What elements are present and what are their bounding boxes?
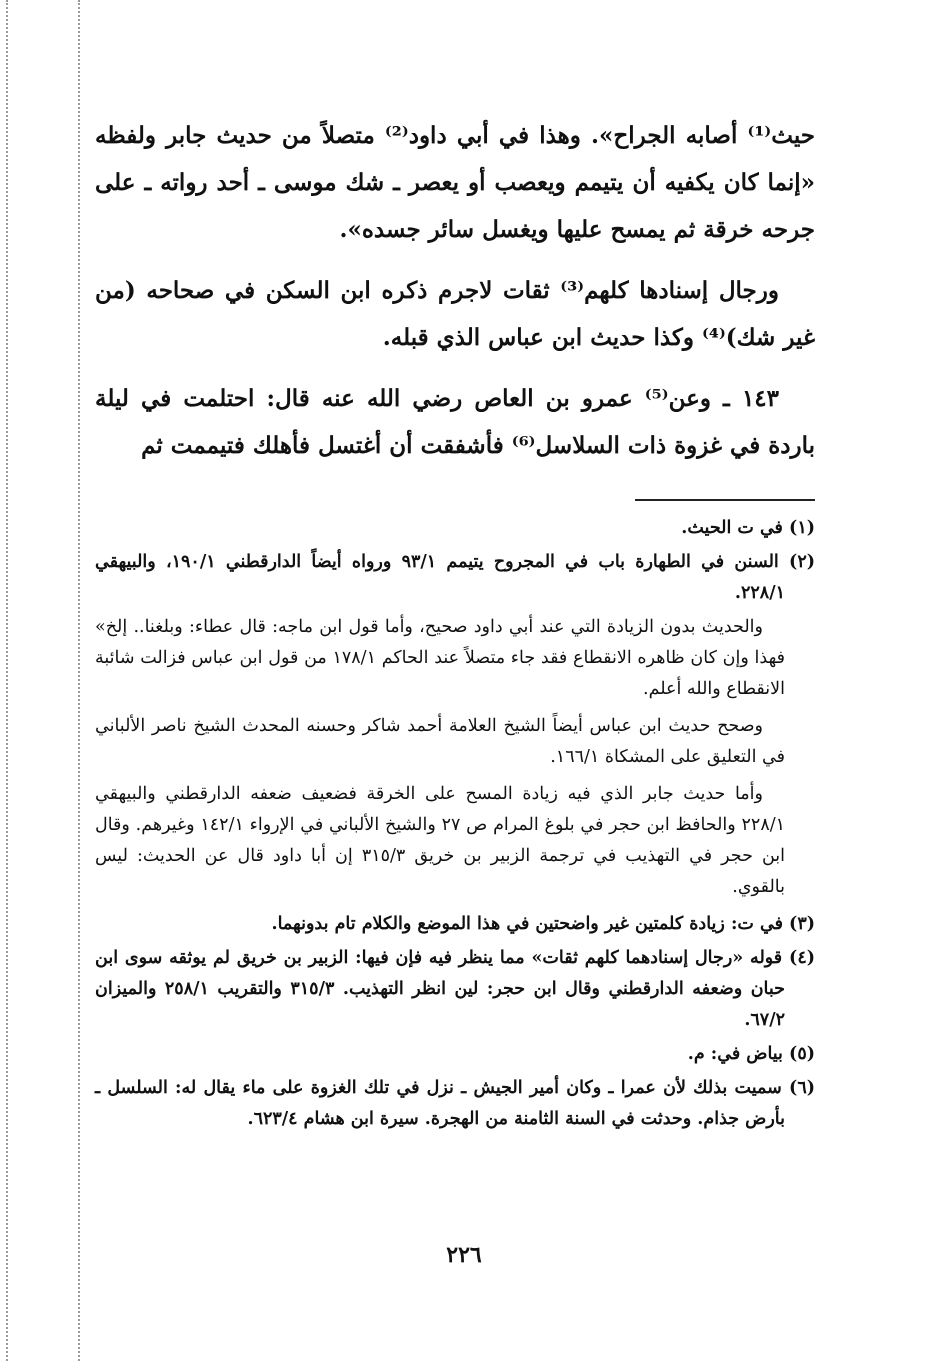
footnote-2-paragraph: وأما حديث جابر الذي فيه زيادة المسح على الخرقة فضعيف ضعفه الدارقطني والبيهقي ٢٢٨/١ والحافظ ابن حجر في بلوغ المرام ص ٢٧ والشيخ الألباني في الإرواء ١٤٢/١ وغيرهم. وقال ابن حجر في التهذيب في ترجمة الزبير بن خريق ٣١٥/٣ إن أبا داود قال عن الحديث: ليس بالقوي. — [95, 784, 786, 897]
footnote-separator — [635, 499, 815, 501]
footnote-2-paragraph: والحديث بدون الزيادة التي عند أبي داود صحيح، وأما قول ابن ماجه: قال عطاء: وبلغنا.. إلخ» فهذا وإن كان ظاهره الانقطاع فقد جاء متصلاً عند الحاكم ١٧٨/١ من قول ابن عباس فزالت شائبة الانقطاع والله أعلم. — [95, 617, 786, 699]
footnote-5: (٥) بياض في: م. — [687, 1044, 815, 1064]
footnote-4: (٤) قوله «رجال إسنادهما كلهم ثقات» مما ينظر فيه فإن فيها: الزبير بن خريق لم يوثقه سوى ابن حبان وضعفه الدارقطني وقال ابن حجر: لين انظر التهذيب. ٣١٥/٣ والتقريب ٢٥٨/١ والميزان ٦٧/٢. — [95, 948, 815, 1030]
main-text — [95, 112, 815, 469]
page-body — [95, 112, 815, 1138]
left-margin-rule — [6, 0, 8, 1361]
main-paragraph: حيث⁽¹⁾ أصابه الجراح». وهذا في أبي داود⁽²⁾ متصلاً من حديث جابر ولفظه «إنما كان يكفيه أن يتيمم ويعصب أو يعصر ـ شك موسى ـ أحد رواته ـ على جرحه خرقة ثم يمسح عليها ويغسل سائر جسده». — [95, 122, 815, 243]
footnote-1: (١) في ت الحيث. — [681, 518, 815, 538]
main-paragraph: ورجال إسنادها كلهم⁽³⁾ ثقات لاجرم ذكره ابن السكن في صحاحه (من غير شك)⁽⁴⁾ وكذا حديث ابن عباس الذي قبله. — [95, 277, 815, 351]
inner-margin-rule — [78, 0, 80, 1361]
footnote-2-paragraph: وصحح حديث ابن عباس أيضاً الشيخ العلامة أحمد شاكر وحسنه المحدث الشيخ ناصر الألباني في التعليق على المشكاة ١٦٦/١. — [95, 716, 785, 767]
page-number: ٢٢٦ — [446, 1242, 482, 1268]
footnotes — [95, 513, 815, 1135]
footnote-6: (٦) سميت بذلك لأن عمرا ـ وكان أمير الجيش ـ نزل في تلك الغزوة على ماء يقال له: السلسل ـ بأرض جذام. وحدثت في السنة الثامنة من الهجرة. سيرة ابن هشام ٦٢٣/٤. — [95, 1078, 815, 1129]
footnote-2: (٢) السنن في الطهارة باب في المجروح يتيمم ٩٣/١ ورواه أيضاً الدارقطني ١٩٠/١، والبيهقي ٢٢٨/١. — [95, 552, 815, 603]
footnote-3: (٣) في ت: زيادة كلمتين غير واضحتين في هذا الموضع والكلام تام بدونهما. — [271, 914, 815, 934]
main-paragraph: ١٤٣ ـ وعن⁽⁵⁾ عمرو بن العاص رضي الله عنه قال: احتلمت في ليلة باردة في غزوة ذات السلاسل⁽⁶⁾ فأشفقت أن أغتسل فأهلك فتيممت ثم — [95, 385, 815, 459]
